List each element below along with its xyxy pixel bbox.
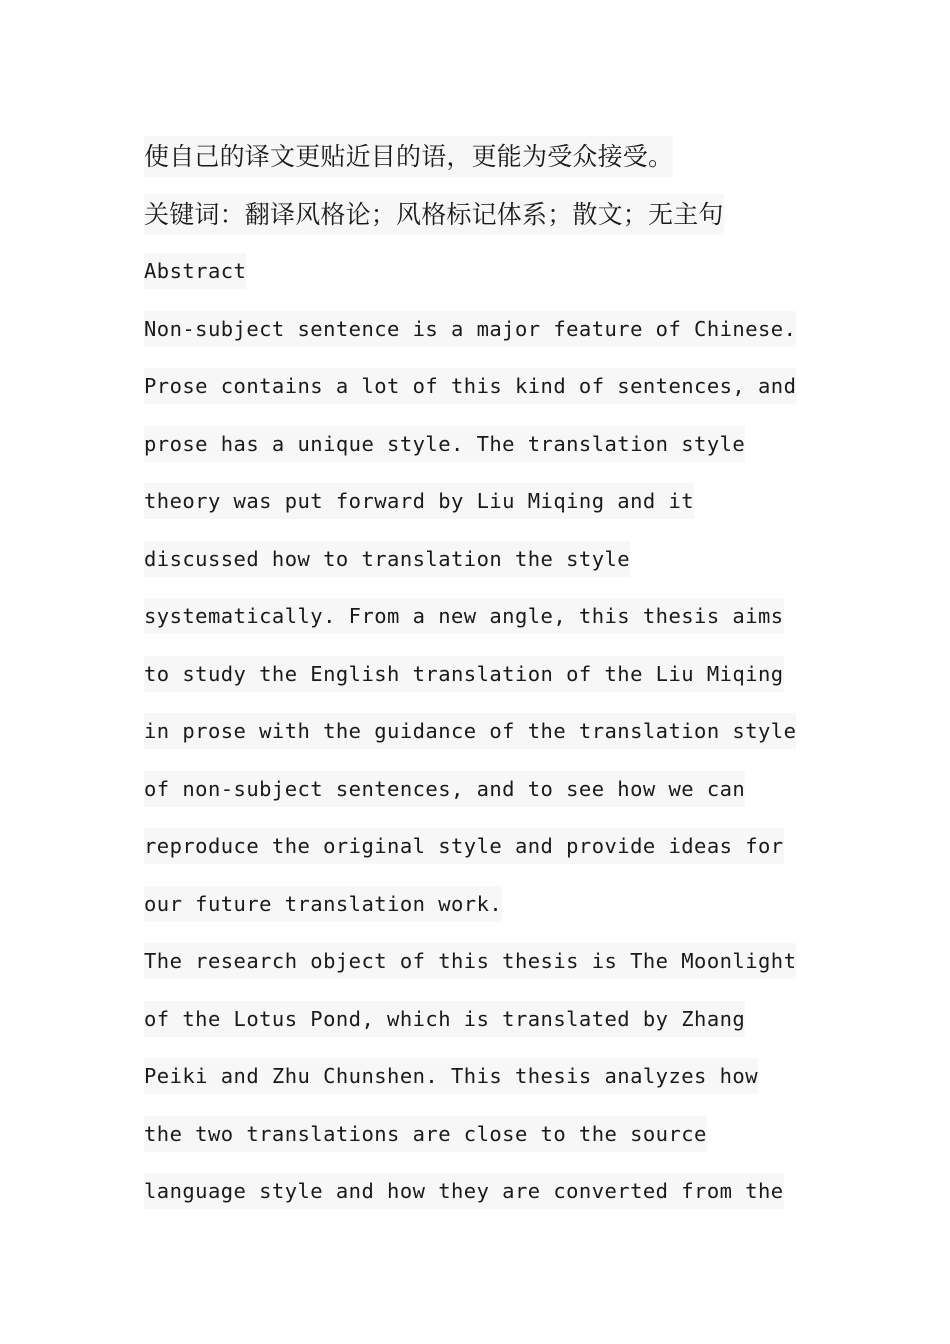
text-line: of non-subject sentences, and to see how we can <box>144 761 824 819</box>
document-body <box>144 128 824 1221</box>
text-line: prose has a unique style. The translation style <box>144 416 824 474</box>
text-line: the two translations are close to the source <box>144 1106 824 1164</box>
text-line: language style and how they are converted from the <box>144 1163 824 1221</box>
text-line: our future translation work. <box>144 876 824 934</box>
text-line: Prose contains a lot of this kind of sentences, and <box>144 358 824 416</box>
text-line: in prose with the guidance of the translation style <box>144 703 824 761</box>
text-line: reproduce the original style and provide ideas for <box>144 818 824 876</box>
text-line: The research object of this thesis is The Moonlight <box>144 933 824 991</box>
text-line: of the Lotus Pond, which is translated by Zhang <box>144 991 824 1049</box>
text-line: discussed how to translation the style <box>144 531 824 589</box>
text-line: Peiki and Zhu Chunshen. This thesis analyzes how <box>144 1048 824 1106</box>
keywords-line: 关键词：翻译风格论；风格标记体系；散文；无主句 <box>144 186 824 244</box>
text-line: Non-subject sentence is a major feature of Chinese. <box>144 301 824 359</box>
abstract-cn-ending: 使自己的译文更贴近目的语，更能为受众接受。 <box>144 128 824 186</box>
abstract-heading: Abstract <box>144 243 824 301</box>
text-line: theory was put forward by Liu Miqing and it <box>144 473 824 531</box>
text-line: to study the English translation of the Liu Miqing <box>144 646 824 704</box>
text-line: systematically. From a new angle, this thesis aims <box>144 588 824 646</box>
